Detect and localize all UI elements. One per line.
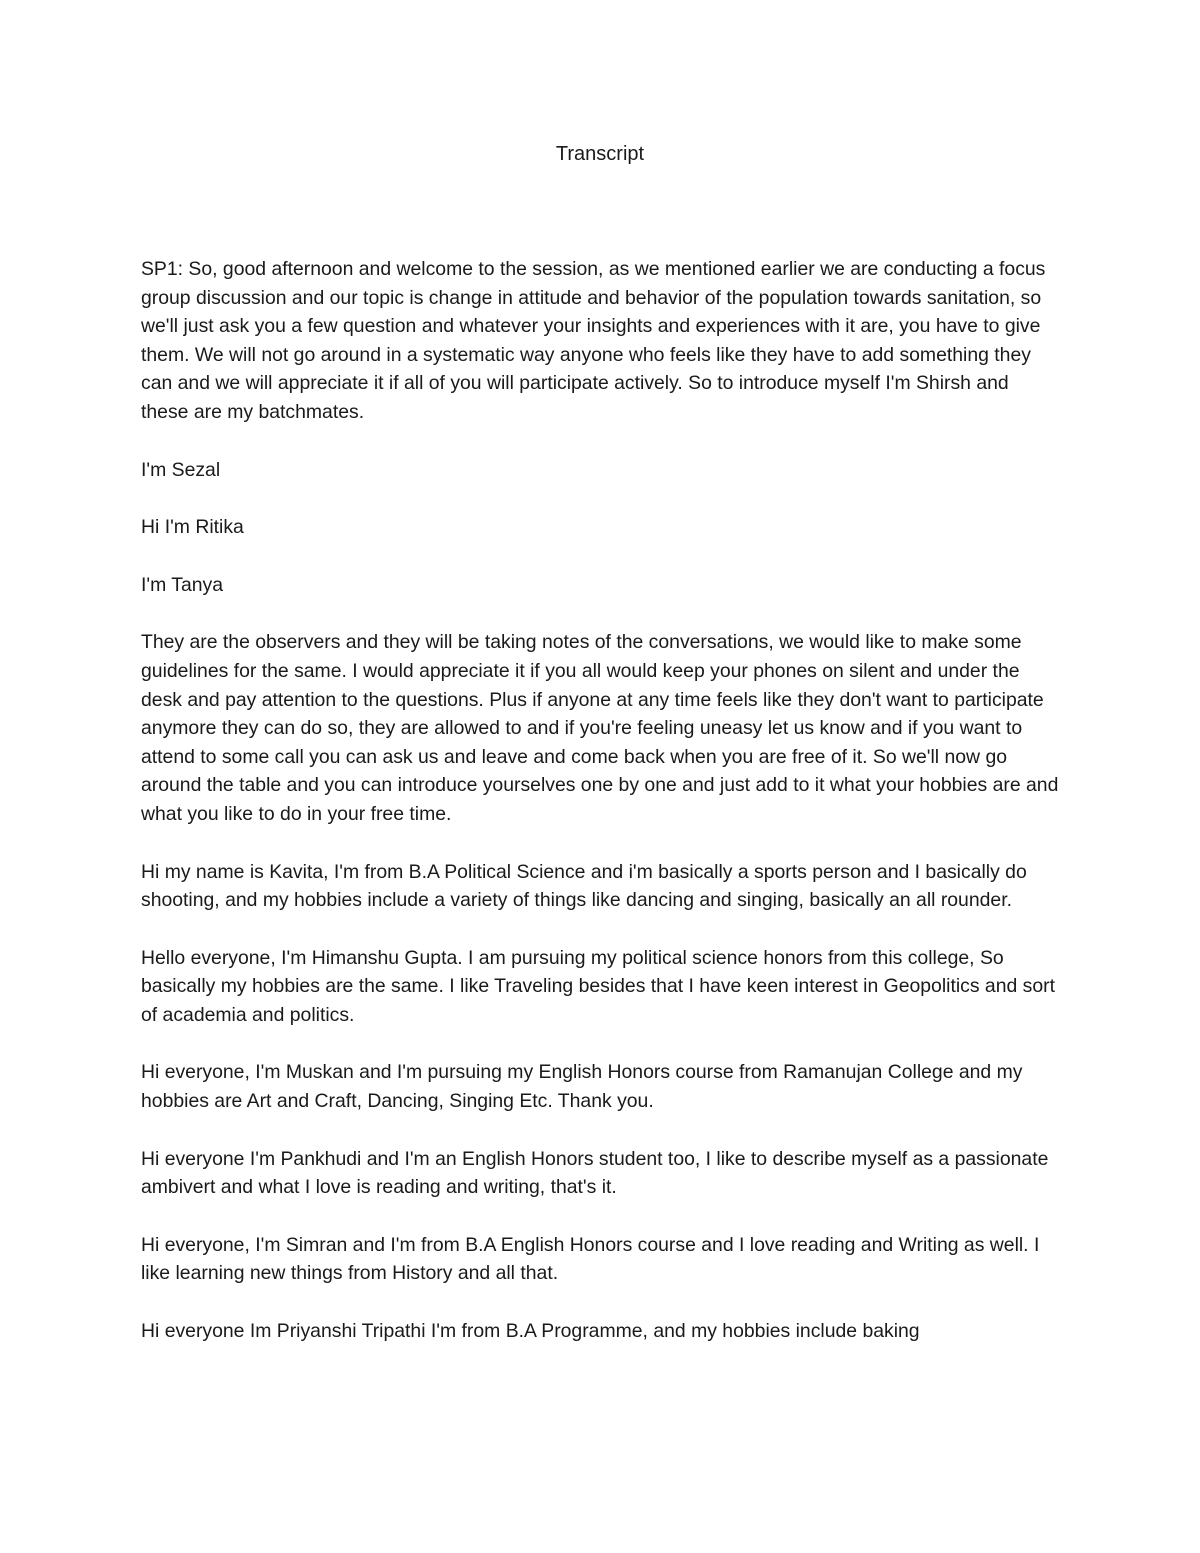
paragraph-tanya: I'm Tanya [141,573,224,596]
paragraph-ritika: Hi I'm Ritika [141,516,244,539]
paragraph-himanshu: Hello everyone, I'm Himanshu Gupta. I am pursuing my political science honors from this college, So basically my hobbies are the same. I like Traveling besides that I have keen interest in Geopolitics and sort of academia and politics. [141,946,1055,1026]
paragraph-sezal: I'm Sezal [141,458,221,481]
paragraph-muskan: Hi everyone, I'm Muskan and I'm pursuing my English Honors course from Ramanujan College and my hobbies are Art and Craft, Dancing, Singing Etc. Thank you. [141,1061,1023,1113]
paragraph-kavita: Hi my name is Kavita, I'm from B.A Political Science and i'm basically a sports person and I basically do shooting, and my hobbies include a variety of things like dancing and singing, basically an all rounder. [141,860,1027,912]
paragraph-priyanshi: Hi everyone Im Priyanshi Tripathi I'm from B.A Programme, and my hobbies include baking [141,1320,920,1343]
document-title: Transcript [555,143,645,165]
paragraph-simran: Hi everyone, I'm Simran and I'm from B.A English Honors course and I love reading and Writing as well. I like learning new things from History and all that. [141,1233,1040,1285]
paragraph-intro-sp1: SP1: So, good afternoon and welcome to the session, as we mentioned earlier we are conducting a focus group discussion and our topic is change in attitude and behavior of the population towards sanitation, so we'll just ask you a few question and whatever your insights and experiences with it are, you have to give them. We will not go around in a systematic way anyone who feels like they have to add something they can and we will appreciate it if all of you will participate actively. So to introduce myself I'm Shirsh and these are my batchmates. [141,258,1046,423]
transcript-body [141,255,1061,1375]
paragraph-guidelines: They are the observers and they will be taking notes of the conversations, we would like to make some guidelines for the same. I would appreciate it if you all would keep your phones on silent and under the desk and pay attention to the questions. Plus if anyone at any time feels like they don't want to participate anymore they can do so, they are allowed to and if you're feeling uneasy let us know and if you want to attend to some call you can ask us and leave and come back when you are free of it. So we'll now go around the table and you can introduce yourselves one by one and just add to it what your hobbies are and what you like to do in your free time. [141,631,1059,825]
paragraph-pankhudi: Hi everyone I'm Pankhudi and I'm an English Honors student too, I like to describe myself as a passionate ambivert and what I love is reading and writing, that's it. [141,1147,1049,1199]
